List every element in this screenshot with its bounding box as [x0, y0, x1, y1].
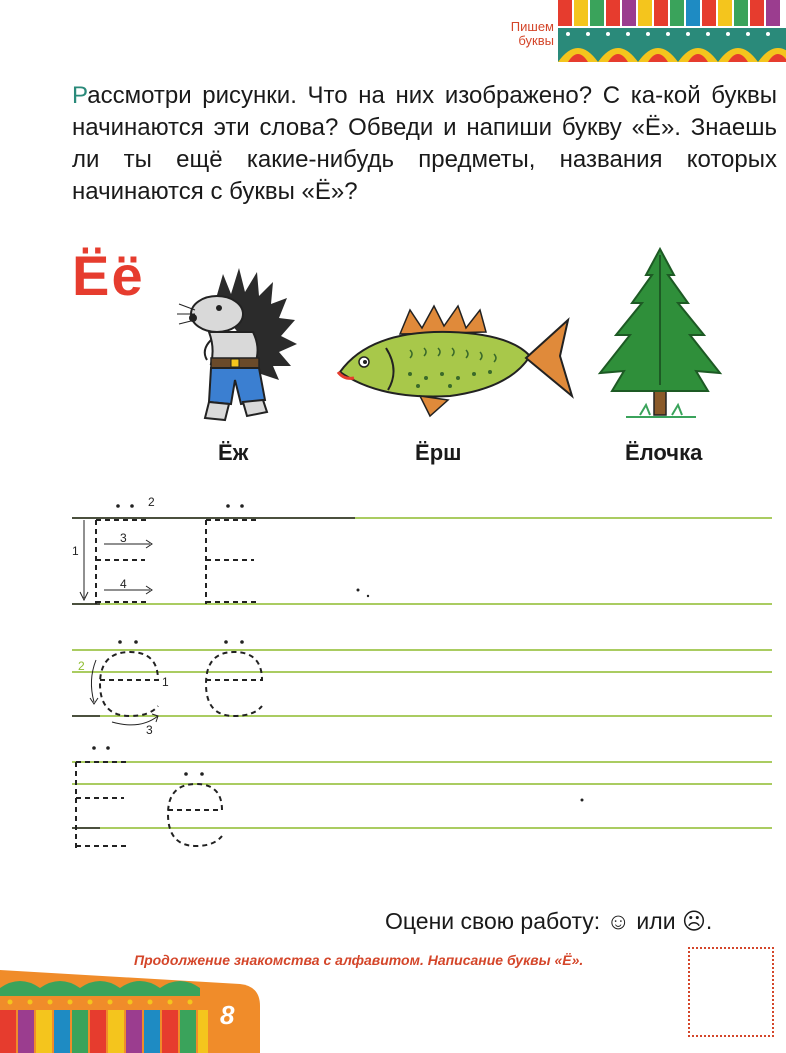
- self-eval-or: или: [636, 908, 676, 934]
- self-evaluation: Оцени свою работу: ☺ или ☹.: [385, 908, 713, 934]
- stroke-number: 2: [148, 495, 155, 509]
- fir-tree-icon: [596, 245, 726, 425]
- big-letter-yo: Ёё: [72, 244, 145, 307]
- smiley-icon[interactable]: ☺: [606, 908, 631, 934]
- hedgehog-icon: [175, 262, 305, 432]
- writing-practice-area[interactable]: [0, 480, 786, 880]
- caption-fir-tree: Ёлочка: [625, 440, 703, 465]
- page-number: 8: [220, 1000, 235, 1030]
- self-check-box[interactable]: [688, 947, 774, 1037]
- caption-fish: Ёрш: [415, 440, 462, 465]
- stroke-number: 4: [120, 577, 127, 591]
- instruction-first-letter: Р: [72, 82, 88, 109]
- self-eval-text: Оцени свою работу:: [385, 908, 601, 934]
- section-label-line2: буквы: [518, 33, 554, 48]
- traced-small-yo: [100, 652, 262, 716]
- stroke-number: 1: [72, 544, 79, 558]
- frowny-icon[interactable]: ☹: [681, 908, 706, 934]
- traced-yo-pair: [76, 762, 222, 848]
- section-label-line1: Пишем: [510, 19, 554, 34]
- instruction-text: [72, 80, 777, 208]
- caption-hedgehog: Ёж: [218, 440, 249, 465]
- stroke-number: 2: [78, 659, 85, 673]
- stroke-number: 1: [162, 675, 169, 689]
- ruff-fish-icon: [330, 300, 575, 420]
- decorative-header-border: [558, 0, 786, 62]
- footer-caption: Продолжение знакомства с алфавитом. Написание буквы «Ё».: [134, 952, 584, 968]
- instruction-body: ассмотри рисунки. Что на них изображено? С ка-кой буквы начинаются эти слова? Обведи и напиши букву «Ё». Знаешь ли ты ещё какие-нибудь предметы, названия которых начинаются с буквы «Ё»?: [72, 82, 777, 205]
- stroke-number: 3: [146, 723, 153, 737]
- stroke-number: 3: [120, 531, 127, 545]
- section-label: [492, 20, 554, 48]
